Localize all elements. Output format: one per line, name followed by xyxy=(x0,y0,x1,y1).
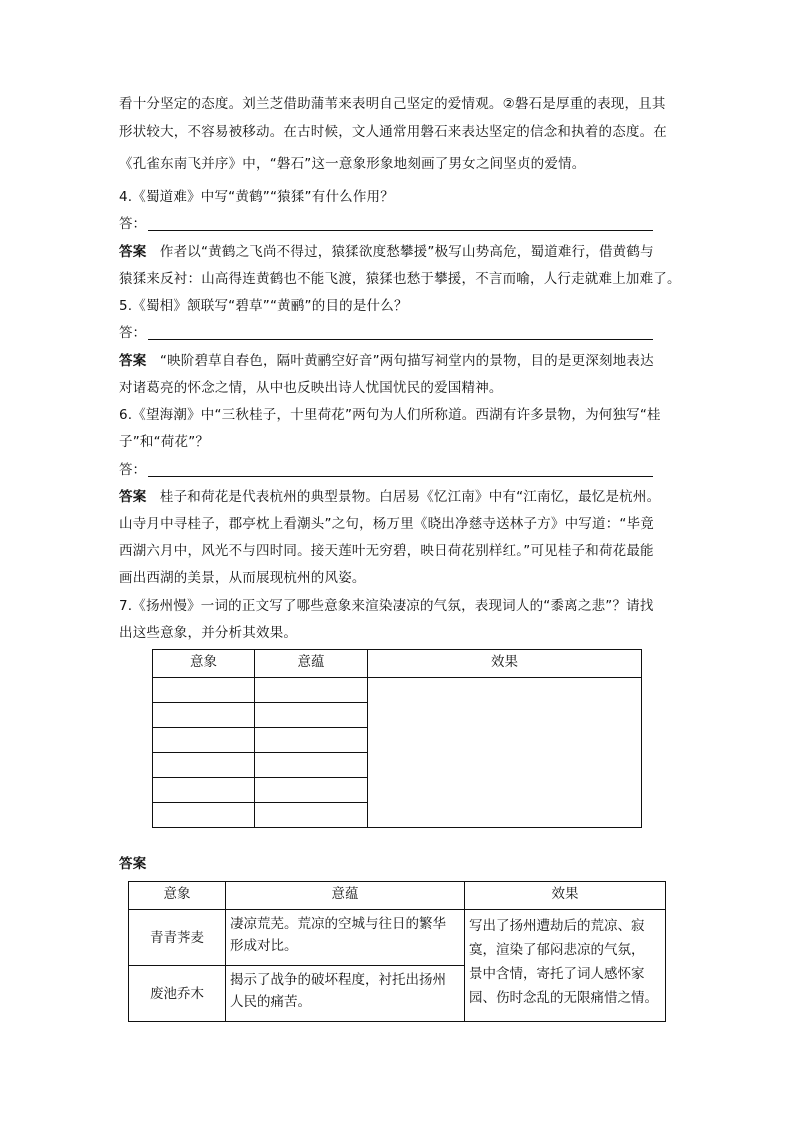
q6-answer-line-2: 山寺月中寻桂子，郡亭枕上看潮头”之句，杨万里《晓出净慈寺送林子方》中写道：“毕竟 xyxy=(119,516,654,532)
q4-answer-line-2: 猿猱来反衬：山高得连黄鹤也不能飞渡，猿猱也愁于攀援，不言而喻，人行走就难上加难了。 xyxy=(119,271,681,287)
q6-answer-text-1: 桂子和荷花是代表杭州的典型景物。白居易《忆江南》中有“江南忆，最忆是杭州。 xyxy=(159,489,661,505)
answer-meaning-cell xyxy=(226,966,465,1022)
blank-cell[interactable] xyxy=(153,678,255,703)
blank-cell[interactable] xyxy=(153,728,255,753)
blank-cell[interactable] xyxy=(255,753,368,778)
answer-col-header-image: 意象 xyxy=(129,882,226,910)
col-header-effect: 效果 xyxy=(368,650,642,678)
answer-label: 答案 xyxy=(119,353,147,369)
question-7-line-2: 出这些意象，并分析其效果。 xyxy=(119,625,298,641)
intro-line-2: 形状较大，不容易被移动。在古时候，文人通常用磐石来表达坚定的信念和执着的态度。在 xyxy=(119,124,667,140)
answer-blank-6[interactable] xyxy=(119,460,146,480)
answer-blank-4[interactable] xyxy=(119,214,146,234)
answer-effect-cell xyxy=(465,910,666,1022)
effect-line: 景中含情，寄托了词人感怀家 xyxy=(469,966,645,982)
question-4: 4.《蜀道难》中写“黄鹤”“猿猱”有什么作用？ xyxy=(119,189,394,205)
effect-line: 寞，渲染了郁闷悲凉的气氛， xyxy=(469,942,645,958)
blank-answer-table xyxy=(152,649,642,828)
answer-prefix: 答： xyxy=(119,216,146,232)
answer-prefix: 答： xyxy=(119,325,146,341)
effect-line: 写出了扬州遭劫后的荒凉、寂 xyxy=(469,918,645,934)
blank-cell[interactable] xyxy=(255,803,368,828)
intro-line-1: 看十分坚定的态度。刘兰芝借助蒲苇来表明自己坚定的爱情观。②磐石是厚重的表现，且其 xyxy=(119,96,666,112)
q4-answer-text-1: 作者以“黄鹤之飞尚不得过，猿猱欲度愁攀援”极写山势高危，蜀道难行，借黄鹤与 xyxy=(159,244,654,260)
answer-image-cell: 废池乔木 xyxy=(129,966,226,1022)
question-5: 5.《蜀相》颔联写“碧草”“黄鹂”的目的是什么？ xyxy=(119,298,408,314)
question-7-line-1: 7.《扬州慢》一词的正文写了哪些意象来渲染凄凉的气氛，表现词人的“黍离之悲”？请找 xyxy=(119,598,654,614)
blank-cell[interactable] xyxy=(153,753,255,778)
blank-cell[interactable] xyxy=(153,803,255,828)
col-header-meaning: 意蕴 xyxy=(255,650,368,678)
answer-table xyxy=(128,881,666,1022)
q5-answer-line-1 xyxy=(119,351,654,371)
q7-answer-label: 答案 xyxy=(119,856,147,872)
question-6-line-2: 子”和“荷花”？ xyxy=(119,434,210,450)
blank-cell[interactable] xyxy=(255,728,368,753)
answer-col-header-effect: 效果 xyxy=(465,882,666,910)
blank-cell[interactable] xyxy=(153,703,255,728)
blank-cell[interactable] xyxy=(255,703,368,728)
blank-cell[interactable] xyxy=(153,778,255,803)
intro-line-3: 《孔雀东南飞并序》中，“磐石”这一意象形象地刻画了男女之间坚贞的爱情。 xyxy=(119,156,586,172)
question-6-line-1: 6.《望海潮》中“三秋桂子，十里荷花”两句为人们所称道。西湖有许多景物，为何独写“桂 xyxy=(119,407,661,423)
q6-answer-line-4: 画出西湖的美景，从而展现杭州的风姿。 xyxy=(119,570,366,586)
q6-answer-line-3: 西湖六月中，风光不与四时同。接天莲叶无穷碧，映日荷花别样红。”可见桂子和荷花最能 xyxy=(119,543,654,559)
meaning-line: 凄凉荒芜。荒凉的空城与往日的繁华 xyxy=(230,916,446,932)
answer-image-cell: 青青荠麦 xyxy=(129,910,226,966)
meaning-line: 形成对比。 xyxy=(230,938,298,954)
q6-answer-line-1 xyxy=(119,487,660,507)
blank-cell[interactable] xyxy=(255,778,368,803)
answer-meaning-cell xyxy=(226,910,465,966)
blank-cell[interactable] xyxy=(255,678,368,703)
blank-effect-cell[interactable] xyxy=(368,678,642,828)
meaning-line: 揭示了战争的破坏程度，衬托出扬州 xyxy=(230,972,446,988)
answer-label: 答案 xyxy=(119,244,147,260)
col-header-image: 意象 xyxy=(153,650,255,678)
answer-prefix: 答： xyxy=(119,462,146,478)
q4-answer-line-1 xyxy=(119,242,654,262)
effect-line: 园、伤时念乱的无限痛惜之情。 xyxy=(469,990,658,1006)
answer-blank-5[interactable] xyxy=(119,323,146,343)
q5-answer-line-2: 对诸葛亮的怀念之情，从中也反映出诗人忧国忧民的爱国精神。 xyxy=(119,380,503,396)
answer-col-header-meaning: 意蕴 xyxy=(226,882,465,910)
answer-label: 答案 xyxy=(119,489,147,505)
q5-answer-text-1: “映阶碧草自春色，隔叶黄鹂空好音”两句描写祠堂内的景物，目的是更深刻地表达 xyxy=(159,353,654,369)
meaning-line: 人民的痛苦。 xyxy=(230,994,311,1010)
